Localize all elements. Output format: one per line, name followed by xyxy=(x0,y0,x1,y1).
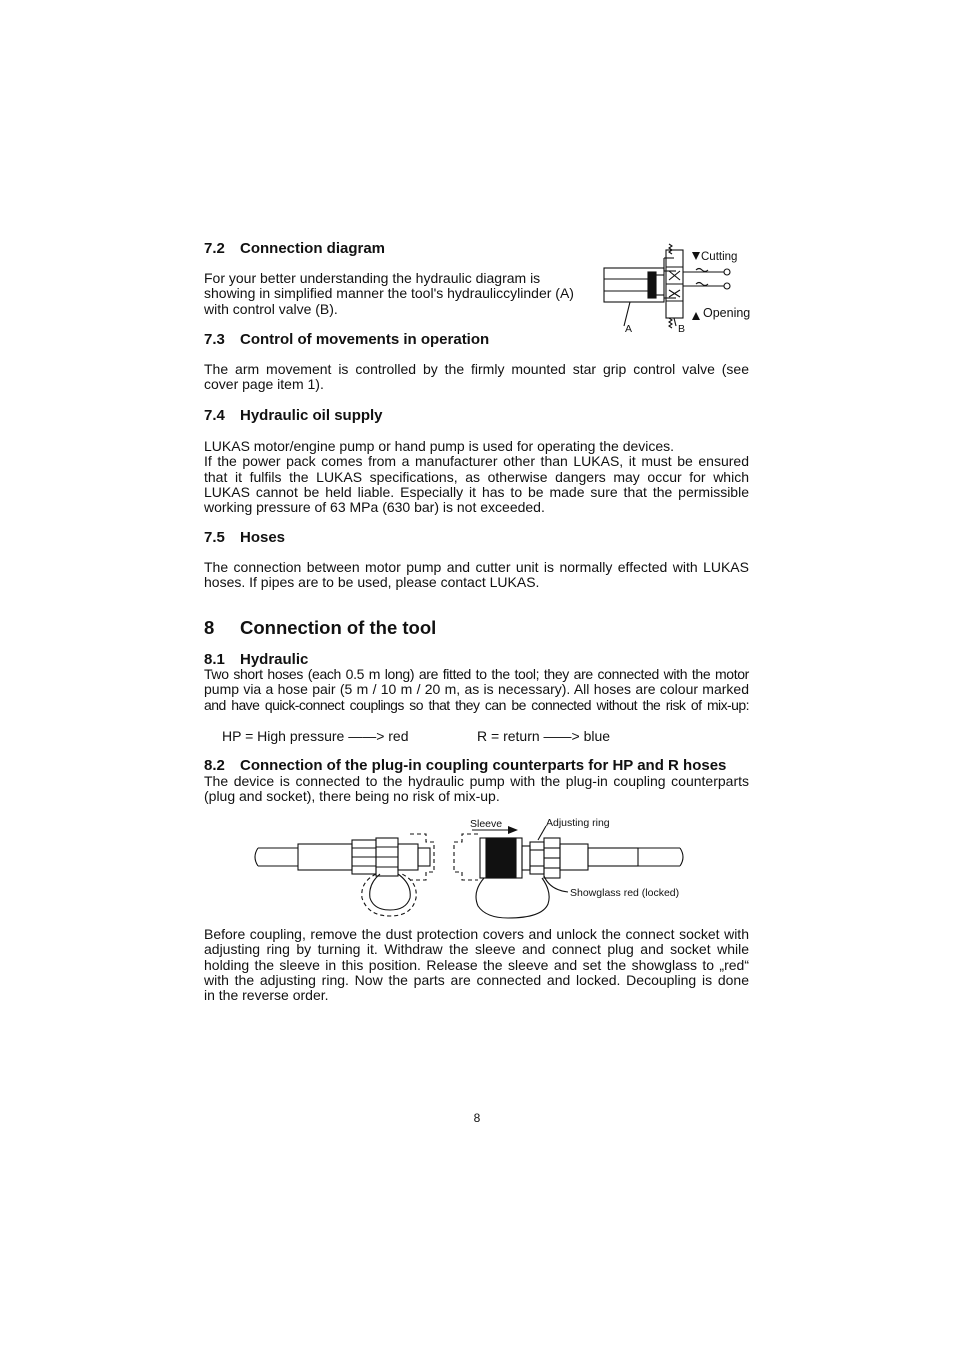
text-line: pump via a hose pair (5 m / 10 m / 20 m, as is necessary). All hoses are colour marked xyxy=(204,681,749,698)
text-line: adjusting ring by turning it. Withdraw the sleeve and connect plug and socket while xyxy=(204,941,749,958)
heading-7-5 xyxy=(204,529,285,547)
text-line: Two short hoses (each 0.5 m long) are fitted to the tool; they are connected with the motor xyxy=(204,666,749,682)
text-line: The connection between motor pump and cutter unit is normally effected with LUKAS xyxy=(204,559,749,575)
heading-number: 8.1 xyxy=(204,651,225,668)
heading-number: 7.4 xyxy=(204,407,225,424)
heading-number: 8.2 xyxy=(204,757,225,774)
coupling-diagram xyxy=(250,812,690,922)
hydraulic-connection-diagram xyxy=(596,240,756,338)
paragraph-8-2 xyxy=(204,774,749,805)
heading-title: Hydraulic oil supply xyxy=(240,407,383,424)
page-number: 8 xyxy=(473,1111,481,1125)
heading-title: Connection of the tool xyxy=(240,617,437,638)
text-line: Before coupling, remove the dust protection covers and unlock the connect socket with xyxy=(204,926,749,942)
heading-7-2 xyxy=(204,240,385,258)
adjusting-ring xyxy=(530,842,544,874)
heading-title: Control of movements in operation xyxy=(240,331,490,348)
text-line: holding the sleeve in this position. Release the sleeve and set the showglass to „red“ xyxy=(204,956,749,973)
text-line: cover page item 1). xyxy=(204,376,324,393)
heading-title: Connection diagram xyxy=(240,240,386,257)
r-colour-code: R = return ——> blue xyxy=(477,728,611,744)
label-sleeve: Sleeve xyxy=(470,818,503,830)
label-cutting: Cutting xyxy=(701,251,738,263)
text-line: LUKAS cannot be held liable. Especially it has to be made sure that the permissible xyxy=(204,483,749,500)
label-a: A xyxy=(625,323,633,335)
heading-number: 8 xyxy=(204,617,215,638)
text-line: that it fulfils the LUKAS specifications, as otherwise dangers may occur for which xyxy=(204,468,749,485)
text-line: showing in simplified manner the tool's hydrauliccylinder (A) xyxy=(204,285,574,302)
paragraph-8-1 xyxy=(204,667,749,713)
heading-number: 7.5 xyxy=(204,529,225,546)
heading-8 xyxy=(204,617,436,639)
paragraph-7-2 xyxy=(204,271,589,317)
heading-title: Hydraulic xyxy=(240,651,309,668)
text-line: with the adjusting ring. Now the parts are connected and locked. Decoupling is done xyxy=(204,971,749,988)
paragraph-7-4 xyxy=(204,439,749,515)
heading-number: 7.3 xyxy=(204,331,225,348)
plug-nose xyxy=(418,848,430,866)
paragraph-8-2-instructions xyxy=(204,927,749,1003)
text-line: The arm movement is controlled by the firmly mounted star grip control valve (see xyxy=(204,361,749,377)
text-line: For your better understanding the hydraulic diagram is xyxy=(204,270,541,286)
piston xyxy=(648,272,656,298)
paragraph-7-5 xyxy=(204,560,749,591)
left-hose-ferrule xyxy=(298,844,352,870)
heading-title: Hoses xyxy=(240,529,286,546)
paragraph-7-3 xyxy=(204,362,749,393)
heading-7-3 xyxy=(204,331,489,349)
text-line: hoses. If pipes are to be used, please contact LUKAS. xyxy=(204,574,540,591)
text-line: The device is connected to the hydraulic pump with the plug-in coupling counterparts xyxy=(204,773,749,789)
text-line: If the power pack comes from a manufacturer other than LUKAS, it must be ensured xyxy=(204,453,749,470)
label-adjusting-ring: Adjusting ring xyxy=(546,817,610,829)
text-line: and have quick-connect couplings so that they can be connected without the risk of mix-up: xyxy=(204,696,749,713)
text-line: LUKAS motor/engine pump or hand pump is used for operating the devices. xyxy=(204,438,675,454)
label-opening: Opening xyxy=(703,306,751,320)
heading-number: 7.2 xyxy=(204,240,225,257)
text-line: with control valve (B). xyxy=(204,300,338,317)
text-line: (plug and socket), there being no risk of mix-up. xyxy=(204,788,500,805)
label-showglass: Showglass red (locked) xyxy=(570,887,680,899)
hp-colour-code: HP = High pressure ——> red xyxy=(222,728,409,744)
heading-7-4 xyxy=(204,407,383,425)
text-line: working pressure of 63 MPa (630 bar) is not exceeded. xyxy=(204,499,545,516)
text-line: in the reverse order. xyxy=(204,987,329,1004)
label-b: B xyxy=(678,323,686,335)
heading-title: Connection of the plug-in coupling counterparts for HP and R hoses xyxy=(240,757,727,774)
